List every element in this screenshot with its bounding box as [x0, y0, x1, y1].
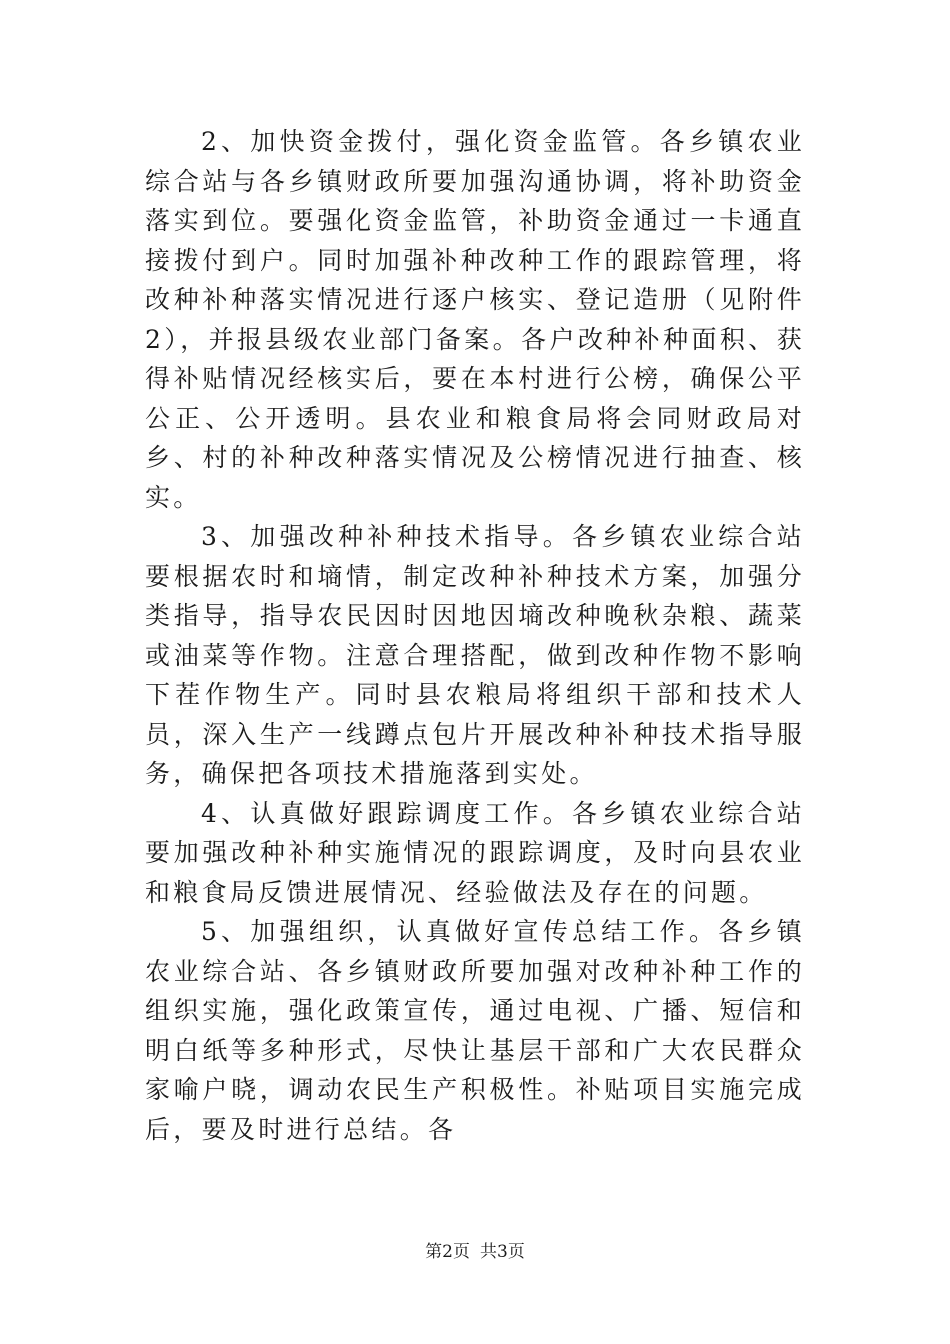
page-number: 第2页 — [425, 1242, 470, 1262]
paragraph-technical-guidance: 3、加强改种补种技术指导。各乡镇农业综合站要根据农时和墒情，制定改种补种技术方案，加强分类指导，指导农民因时因地因墒改种晚秋杂粮、蔬菜或油菜等作物。注意合理搭配，做到改种作物不影响下茬作物生产。同时县农粮局将组织干部和技术人员，深入生产一线蹲点包片开展改种补种技术指导服务，确保把各项技术措施落到实处。 — [145, 522, 805, 788]
page-footer — [0, 1240, 950, 1264]
document-body — [145, 122, 805, 1149]
paragraph-tracking-scheduling: 4、认真做好跟踪调度工作。各乡镇农业综合站要加强改种补种实施情况的跟踪调度，及时向县农业和粮食局反馈进展情况、经验做法及存在的问题。 — [145, 798, 805, 907]
paragraph-publicity-summary: 5、加强组织，认真做好宣传总结工作。各乡镇农业综合站、各乡镇财政所要加强对改种补种工作的组织实施，强化政策宣传，通过电视、广播、短信和明白纸等多种形式，尽快让基层干部和广大农民群众家喻户晓，调动农民生产积极性。补贴项目实施完成后，要及时进行总结。各 — [145, 917, 805, 1144]
paragraph-funding-supervision: 2、加快资金拨付，强化资金监管。各乡镇农业综合站与各乡镇财政所要加强沟通协调，将补助资金落实到位。要强化资金监管，补助资金通过一卡通直接拨付到户。同时加强补种改种工作的跟踪管理，将改种补种落实情况进行逐户核实、登记造册（见附件2），并报县级农业部门备案。各户改种补种面积、获得补贴情况经核实后，要在本村进行公榜，确保公平公正、公开透明。县农业和粮食局将会同财政局对乡、村的补种改种落实情况及公榜情况进行抽查、核实。 — [145, 127, 805, 512]
page-total: 共3页 — [480, 1242, 525, 1262]
